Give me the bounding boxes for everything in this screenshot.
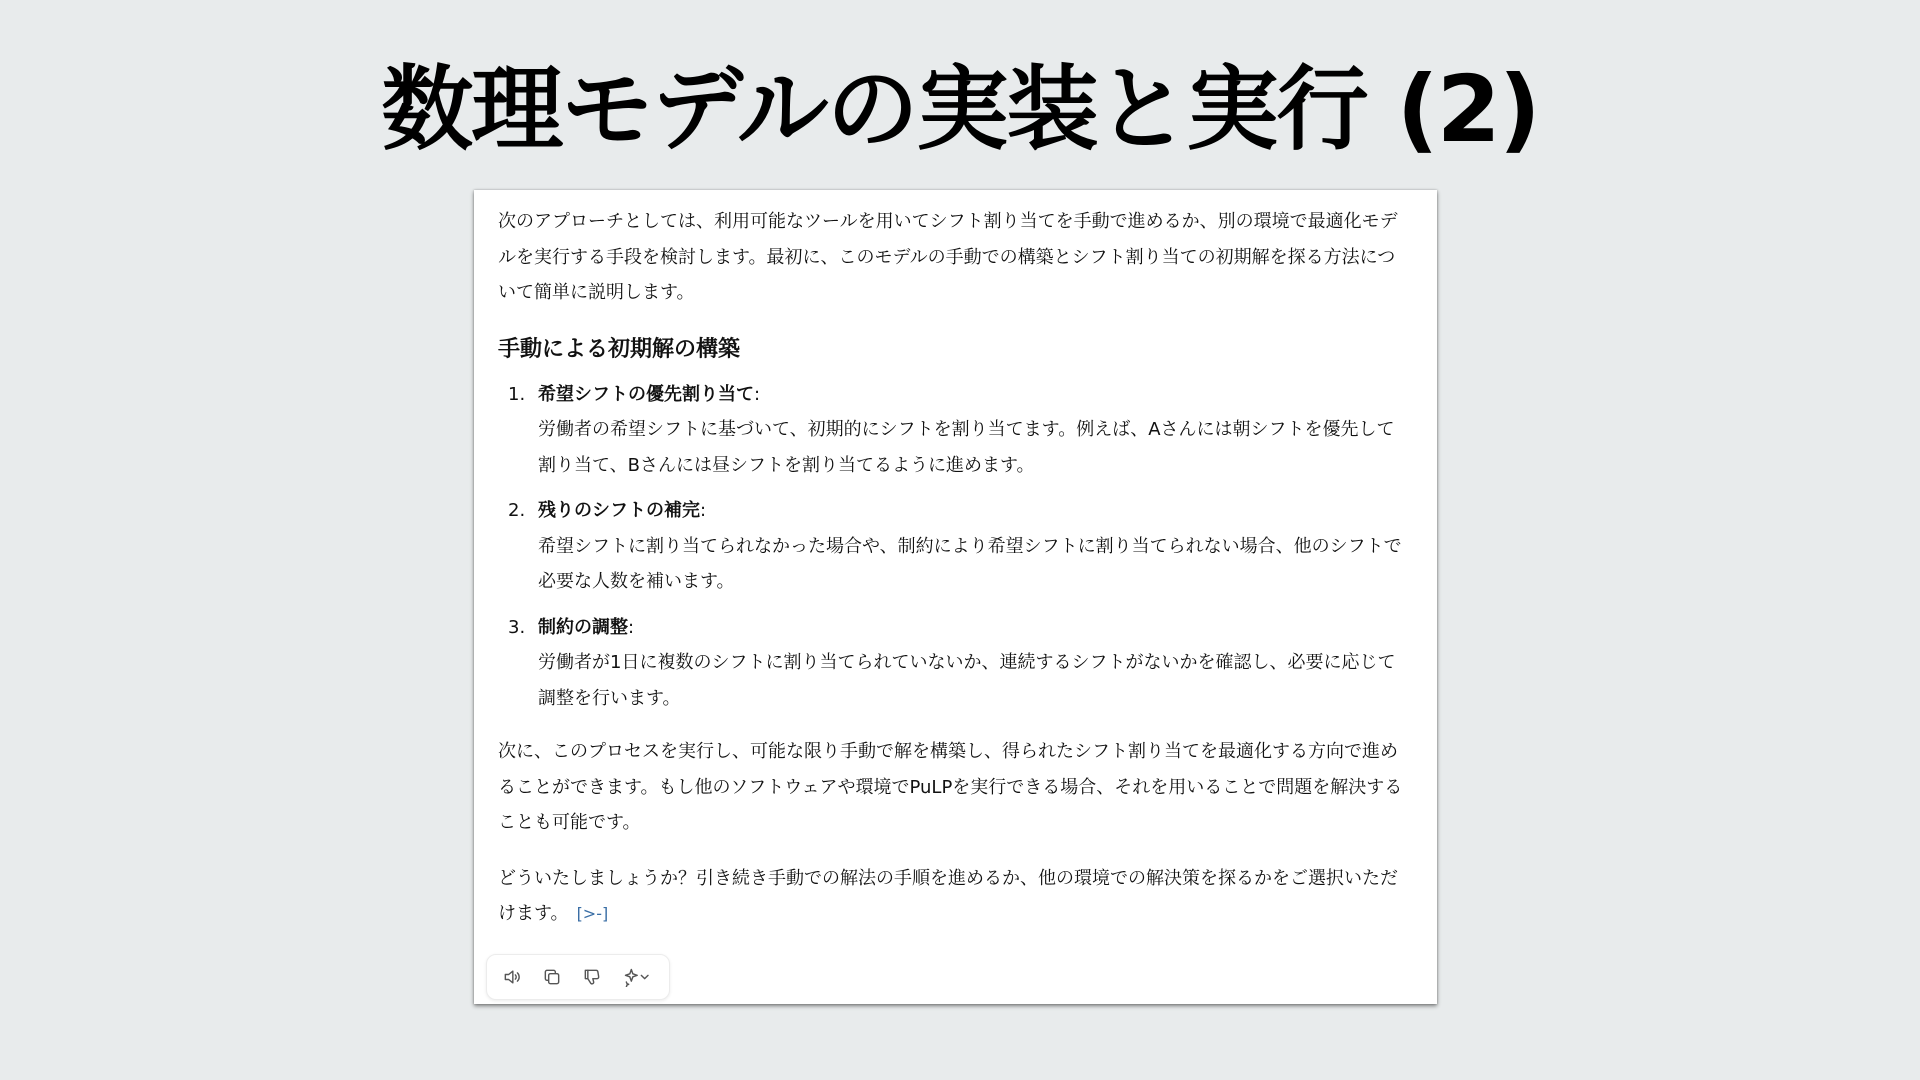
chat-message-card <box>474 190 1437 1004</box>
regenerate-menu-button[interactable] <box>617 962 659 992</box>
steps-list <box>498 377 1407 717</box>
step-body: 労働者の希望シフトに基づいて、初期的にシフトを割り当てます。例えば、Aさんには朝シフトを優先して割り当て、Bさんには昼シフトを割り当てるように進めます。 <box>538 419 1395 476</box>
list-item <box>498 377 1407 484</box>
step-colon: : <box>700 500 707 521</box>
step-colon: : <box>754 383 761 405</box>
question-paragraph <box>498 861 1407 932</box>
list-item <box>498 493 1407 600</box>
step-title: 制約の調整 <box>538 616 628 638</box>
read-aloud-button[interactable] <box>497 962 527 992</box>
sparkle-icon <box>626 970 638 988</box>
thumbs-down-icon <box>582 967 602 987</box>
speaker-icon <box>502 967 522 987</box>
slide-title: 数理モデルの実装と実行 (2) <box>381 56 1539 163</box>
closing-paragraph: 次に、このプロセスを実行し、可能な限り手動で解を構築し、得られたシフト割り当てを最適化する方向で進めることができます。もし他のソフトウェアや環境でPuLPを実行できる場合、それを用いることで問題を解決することも可能です。 <box>498 741 1403 833</box>
step-title: 残りのシフトの補完 <box>538 500 700 521</box>
step-title: 希望シフトの優先割り当て <box>538 383 754 405</box>
chevron-down-icon <box>641 975 648 978</box>
list-item <box>498 610 1407 717</box>
step-number: 3. <box>508 616 526 638</box>
section-heading: 手動による初期解の構築 <box>498 336 741 362</box>
step-colon: : <box>628 616 635 638</box>
step-body: 希望シフトに割り当てられなかった場合や、制約により希望シフトに割り当てられない場合、他のシフトで必要な人数を補います。 <box>538 535 1402 592</box>
step-number: 2. <box>508 500 526 521</box>
message-action-bar <box>486 954 670 1000</box>
intro-paragraph: 次のアプローチとしては、利用可能なツールを用いてシフト割り当てを手動で進めるか、別の環境で最適化モデルを実行する手段を検討します。最初に、このモデルの手動での構築とシフト割り当ての初期解を探る方法について簡単に説明します。 <box>498 211 1398 303</box>
question-text: どういたしましょうか？引き続き手動での解法の手順を進めるか、他の環境での解決策を探るかをご選択いただけます。 <box>498 867 1398 924</box>
copy-button[interactable] <box>537 962 567 992</box>
citation-link[interactable]: [>-] <box>576 904 609 923</box>
thumbs-down-button[interactable] <box>577 962 607 992</box>
copy-icon <box>542 967 562 987</box>
step-body: 労働者が1日に複数のシフトに割り当てられていないか、連続するシフトがないかを確認し、必要に応じて調整を行います。 <box>538 652 1396 709</box>
step-number: 1. <box>508 383 526 405</box>
